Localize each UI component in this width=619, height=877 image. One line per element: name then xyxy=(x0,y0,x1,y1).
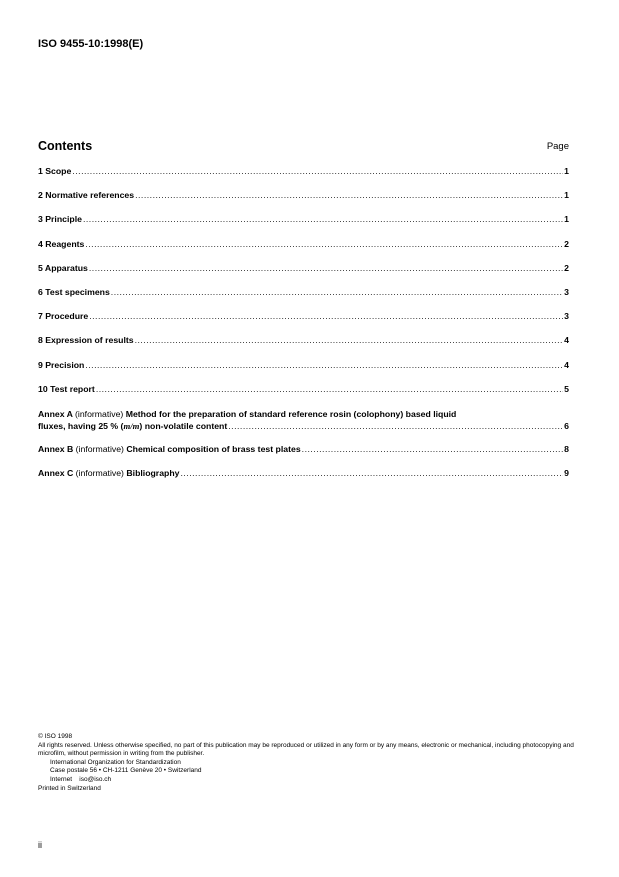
toc-entry-page: 3 xyxy=(564,311,569,322)
toc-entry-label: 4 Reagents xyxy=(38,238,85,249)
toc-entry-apparatus[interactable] xyxy=(38,263,569,287)
annex-title: Bibliography xyxy=(126,468,180,479)
toc-entry-page: 1 xyxy=(564,214,569,225)
copyright-footer xyxy=(38,733,578,793)
toc-entry-page: 1 xyxy=(564,190,569,201)
leader-dots xyxy=(83,214,563,224)
copyright-notice: © ISO 1998 xyxy=(38,733,73,740)
toc-entry-label: 5 Apparatus xyxy=(38,262,88,273)
annex-label: Annex B xyxy=(38,443,74,454)
annex-informative-tag: (informative) xyxy=(75,443,124,454)
internet-label: Internet xyxy=(50,775,73,783)
toc-entry-page: 4 xyxy=(564,359,569,370)
toc-entry-test-report[interactable] xyxy=(38,384,569,408)
toc-entry-expression-of-results[interactable] xyxy=(38,335,569,359)
annex-label: Annex C xyxy=(38,468,74,479)
toc-entry-scope[interactable] xyxy=(38,166,569,190)
toc-entry-procedure[interactable] xyxy=(38,311,569,335)
contents-title: Contents xyxy=(38,139,93,153)
internet-email[interactable]: iso@iso.ch xyxy=(79,775,112,783)
document-id: ISO 9455-10:1998(E) xyxy=(38,38,144,50)
toc-entry-page: 6 xyxy=(564,421,569,432)
leader-dots xyxy=(180,468,563,478)
toc-entry-label: 8 Expression of results xyxy=(38,335,134,346)
leader-dots xyxy=(111,287,563,297)
toc-entry-page: 2 xyxy=(564,238,569,249)
annex-informative-tag: (informative) xyxy=(75,408,124,419)
toc-entry-annex-b[interactable] xyxy=(38,444,569,468)
leader-dots xyxy=(135,335,564,345)
leader-dots xyxy=(89,311,563,321)
toc-entry-label: 3 Principle xyxy=(38,214,82,225)
toc-entry-normative-references[interactable] xyxy=(38,190,569,214)
toc-entry-label: 10 Test report xyxy=(38,383,95,394)
annex-title-italic: m/m xyxy=(123,421,140,432)
annex-title: Method for the preparation of standard reference rosin (colophony) based liquid xyxy=(125,408,457,419)
rights-statement: All rights reserved. Unless otherwise specified, no part of this publication may be reproduced or utilized in any form or by any means, electronic or mechanical, including photocopying and microfilm, without permission in writing from the publisher. xyxy=(38,741,574,758)
toc-entry-page: 3 xyxy=(564,286,569,297)
leader-dots xyxy=(228,420,563,433)
annex-title-continued xyxy=(38,420,227,433)
toc-entry-annex-c[interactable] xyxy=(38,468,569,492)
toc-entry-page: 2 xyxy=(564,262,569,273)
annex-label: Annex A xyxy=(38,408,73,419)
toc-entry-precision[interactable] xyxy=(38,360,569,384)
annex-informative-tag: (informative) xyxy=(75,468,124,479)
toc-entry-page: 4 xyxy=(564,335,569,346)
leader-dots xyxy=(302,444,564,454)
toc-entry-test-specimens[interactable] xyxy=(38,287,569,311)
leader-dots xyxy=(85,360,563,370)
toc-entry-label: 6 Test specimens xyxy=(38,286,110,297)
toc-entry-label: 7 Procedure xyxy=(38,311,89,322)
annex-title-part: ) non-volatile content xyxy=(139,421,228,432)
toc-entry-label: 9 Precision xyxy=(38,359,85,370)
toc-entry-reagents[interactable] xyxy=(38,239,569,263)
printed-in: Printed in Switzerland xyxy=(38,784,101,792)
leader-dots xyxy=(96,384,563,394)
internet-contact xyxy=(38,776,578,785)
leader-dots xyxy=(135,190,563,200)
toc-entry-label: 1 Scope xyxy=(38,166,72,176)
leader-dots xyxy=(72,166,563,176)
toc-entry-principle[interactable] xyxy=(38,214,569,238)
toc-entry-page: 8 xyxy=(564,443,569,454)
toc-entry-page: 9 xyxy=(564,468,569,479)
table-of-contents xyxy=(38,166,569,492)
organization-name: International Organization for Standardization xyxy=(50,758,181,766)
organization-address: Case postale 56 • CH-1211 Genève 20 • Switzerland xyxy=(50,767,202,775)
page-column-label: Page xyxy=(546,141,569,152)
toc-entry-page: 5 xyxy=(564,383,569,394)
toc-entry-label: 2 Normative references xyxy=(38,190,135,201)
annex-title-part: fluxes, having 25 % ( xyxy=(38,421,124,432)
leader-dots xyxy=(89,263,563,273)
annex-title: Chemical composition of brass test plates xyxy=(126,443,301,454)
toc-entry-page: 1 xyxy=(564,166,569,176)
leader-dots xyxy=(85,239,563,249)
page-number: ii xyxy=(38,840,42,850)
toc-entry-annex-a[interactable] xyxy=(38,408,569,444)
